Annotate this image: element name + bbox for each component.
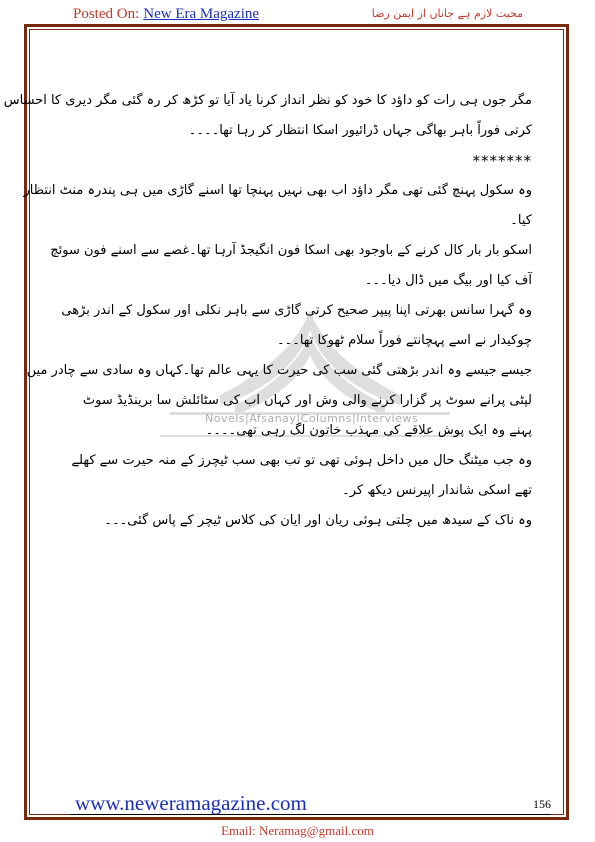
text-line: وہ گہرا سانس بھرتی اپنا پیپر صحیح کرتی گاڑی سے باہر نکلی اور سکول کے اندر بڑھی [61, 303, 532, 318]
site-link[interactable]: New Era Magazine [143, 6, 260, 22]
text-line: چوکیدار نے اسے پہچانتے فوراً سلام ٹھوکا تھا۔۔۔ [276, 333, 532, 348]
text-line: جیسے جیسے وہ اندر بڑھتی گئی سب کی حیرت کا یہی عالم تھا۔کہاں وہ سادی سے چادر میں [26, 363, 532, 378]
text-line: اسکو بار بار کال کرنے کے باوجود بھی اسکا فون انگیجڈ آرہا تھا۔غصے سے اسنے فون سوئچ [50, 243, 532, 258]
footer-divider [70, 814, 551, 815]
posted-label: Posted On: [73, 6, 140, 22]
section-break: ******* [472, 152, 532, 170]
text-line: پہنے وہ ایک پوش علاقے کی مہذب خاتون لگ رہی تھی۔۔۔۔ [205, 423, 532, 438]
website-link[interactable]: www.neweramagazine.com [75, 791, 307, 815]
text-line: وہ ناک کے سیدھ میں چلتی ہوئی ریان اور ایان کی کلاس ٹیچر کے پاس گئی۔۔۔ [104, 513, 532, 528]
text-line: آف کیا اور بیگ میں ڈال دیا۔۔۔ [364, 273, 532, 288]
text-line: تھے اسکی شاندار اپیرنس دیکھ کر۔ [342, 483, 532, 498]
watermark-text: Novels|Afsanay|Columns|Interviews [205, 412, 419, 425]
footer-email: Email: Neramag@gmail.com [221, 823, 374, 838]
text-line: مگر جوں ہی رات کو داؤد کا خود کو نظر انداز کرنا یاد آیا تو کڑھ کر رہ گئی مگر دیری کا احساس [3, 93, 532, 108]
text-line: کیا۔ [510, 213, 532, 228]
page-number: 156 [533, 797, 551, 811]
text-line: وہ سکول پہنچ گئی تھی مگر داؤد اب بھی نہیں پہنچا تھا اسنے گاڑی میں ہی پندرہ منٹ انتظار [23, 183, 532, 198]
posted-on [73, 6, 259, 23]
text-line: لپٹی پرانے سوٹ پر گزارا کرنے والی وش اور کہاں اب کی سٹائلش سا برینڈیڈ سوٹ [82, 393, 532, 408]
book-title: محبت لازم ہے جاناں از ایمن رضا [371, 7, 523, 20]
text-line: کرتی فوراً باہر بھاگی جہاں ڈرائیور اسکا انتظار کر رہا تھا۔۔۔۔ [188, 123, 532, 138]
page-header [0, 0, 595, 26]
text-line: وہ جب میٹنگ حال میں داخل ہوئی تھی تو تب بھی سب ٹیچرز کے منہ حیرت سے کھلے [71, 453, 532, 468]
story-body [3, 86, 532, 536]
